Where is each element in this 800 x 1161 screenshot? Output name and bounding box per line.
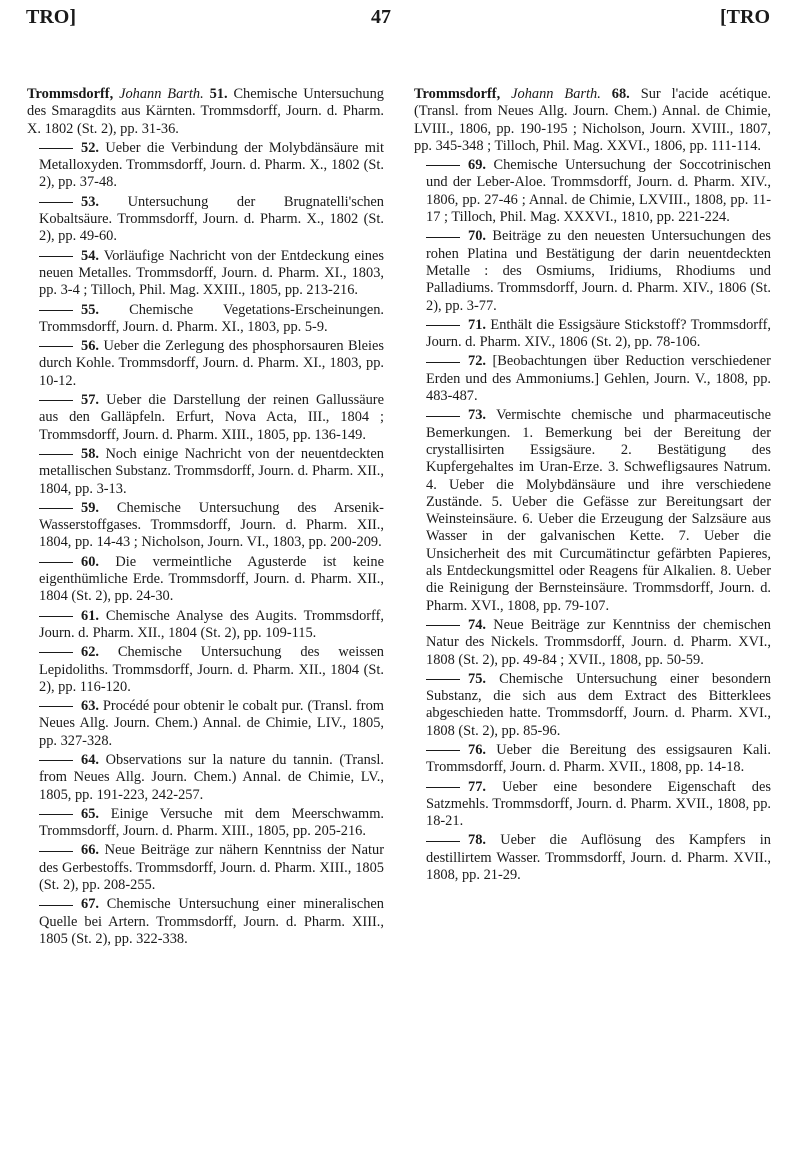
ditto-dash — [426, 625, 460, 626]
entry-number: 59. — [81, 499, 99, 516]
entry-text: Chemische Untersuchung einer besondern Substanz, die sich aus dem Extract des Bitterklees abgeschieden hatte. Trommsdorff, Journ. d. Pharm. XVI., 1808 (St. 2), pp. 85-96. — [426, 670, 771, 739]
ditto-dash — [39, 814, 73, 815]
entry-number: 57. — [81, 392, 99, 409]
ditto-dash — [39, 851, 73, 852]
entry-number: 74. — [468, 616, 486, 633]
bib-entry — [27, 554, 384, 606]
ditto-dash — [39, 652, 73, 653]
bib-entry — [27, 500, 384, 552]
entry-text: Vorläufige Nachricht von der Entdeckung eines neuen Metalles. Trommsdorff, Journ. d. Pharm. XI., 1803, pp. 3-4 ; Tilloch, Phil. Mag. XXIII., 1805, pp. 213-216. — [39, 247, 384, 299]
bib-entry — [27, 248, 384, 300]
entry-number: 76. — [468, 741, 486, 758]
bib-entry — [27, 608, 384, 643]
entry-text: Sur l'acide acétique. (Transl. from Neues Allg. Journ. Chem.) Annal. de Chimie, LVIII., 1806, pp. 190-195 ; Nicholson, Journ. XVIII., 1807, pp. 345-348 ; Tilloch, Phil. Mag. XXVI., 1806, pp. 111-114. — [414, 86, 772, 154]
bib-entry — [414, 86, 771, 155]
entry-number: 64. — [81, 751, 99, 768]
bib-entry — [27, 644, 384, 696]
ditto-dash — [39, 706, 73, 707]
bib-entry — [27, 752, 384, 804]
entry-number: 58. — [81, 445, 99, 462]
entry-number: 61. — [81, 607, 99, 624]
entry-text: Chemische Untersuchung des weissen Lepidoliths. Trommsdorff, Journ. d. Pharm. XII., 1804 (St. 2), pp. 116-120. — [39, 644, 384, 695]
bib-entry — [414, 157, 771, 226]
entry-number: 71. — [468, 316, 486, 333]
right-column — [414, 86, 771, 886]
ditto-dash — [39, 346, 73, 347]
bib-entry — [27, 338, 384, 390]
left-column — [27, 86, 384, 950]
entry-number: 75. — [468, 670, 486, 687]
entry-number: 69. — [468, 157, 486, 174]
entry-text: Neue Beiträge zur Kenntniss der chemischen Natur des Nickels. Trommsdorff, Journ. d. Pharm. XVI., 1808 (St. 2), pp. 49-84 ; XVII., 1808, pp. 50-59. — [426, 616, 771, 668]
entry-number: 60. — [81, 553, 99, 570]
bib-entry — [27, 392, 384, 444]
entry-text: Ueber die Darstellung der reinen Gallussäure aus den Galläpfeln. Erfurt, Nova Acta, III., 1804 ; Trommsdorff, Journ. d. Pharm. XIII., 1805, pp. 136-149. — [39, 392, 384, 443]
author-given-name: Johann Barth. — [511, 86, 601, 102]
bib-entry — [414, 742, 771, 777]
entry-number: 62. — [81, 644, 99, 661]
entry-text: Ueber die Auflösung des Kampfers in destillirtem Wasser. Trommsdorff, Journ. d. Pharm. XVII., 1808, pp. 21-29. — [426, 832, 771, 884]
entry-number: 53. — [81, 193, 99, 210]
entry-text: Chemische Untersuchung der Soccotrinischen und der Leber-Aloe. Trommsdorff, Journ. d. Pharm. XIV., 1806, pp. 27-46 ; Annal. de Chimie, LXVIII., 1808, pp. 11-17 ; Tilloch, Phil. Mag. XXXVI., 1810, pp. 221-224. — [426, 157, 771, 226]
entry-number: 51. — [209, 86, 228, 102]
ditto-dash — [426, 679, 460, 680]
entry-text: Ueber die Zerlegung des phosphorsauren Bleies durch Kohle. Trommsdorff, Journ. d. Pharm. XI., 1803, pp. 10-12. — [39, 338, 384, 389]
bib-entry — [27, 896, 384, 948]
entry-text: Einige Versuche mit dem Meerschwamm. Trommsdorff, Journ. d. Pharm. XIII., 1805, pp. 205-216. — [39, 805, 384, 840]
ditto-dash — [426, 165, 460, 166]
entry-number: 68. — [611, 86, 630, 102]
entry-text: Untersuchung der Brugnatelli'schen Kobaltsäure. Trommsdorff, Journ. d. Pharm. X., 1802 (St. 2), pp. 49-60. — [39, 193, 384, 245]
bib-entry — [414, 407, 771, 615]
author-name: Trommsdorff, — [27, 86, 114, 102]
bib-entry — [414, 779, 771, 831]
entry-text: Ueber die Verbindung der Molybdänsäure mit Metalloxyden. Trommsdorff, Journ. d. Pharm. X., 1802 (St. 2), pp. 37-48. — [39, 139, 384, 191]
ditto-dash — [39, 202, 73, 203]
ditto-dash — [39, 905, 73, 906]
entry-number: 78. — [468, 832, 486, 849]
ditto-dash — [39, 760, 73, 761]
page-number: 47 — [371, 6, 391, 28]
entry-number: 67. — [81, 896, 99, 913]
header-left-guide: TRO] — [26, 6, 76, 28]
bib-entry — [27, 194, 384, 246]
entry-text: Noch einige Nachricht von der neuentdeckten metallischen Substanz. Trommsdorff, Journ. d. Pharm. XII., 1804, pp. 3-13. — [39, 445, 384, 497]
ditto-dash — [426, 750, 460, 751]
bib-entry — [27, 446, 384, 498]
page-header — [26, 6, 774, 36]
bib-entry — [27, 698, 384, 750]
entry-number: 56. — [81, 338, 99, 355]
bib-entry — [414, 617, 771, 669]
entry-number: 55. — [81, 301, 99, 318]
bib-entry — [414, 317, 771, 352]
bib-entry — [27, 842, 384, 894]
entry-number: 73. — [468, 407, 486, 424]
entry-text: Chemische Untersuchung des Smaragdits aus Kärnten. Trommsdorff, Journ. d. Pharm. X. 1802 (St. 2), pp. 31-36. — [27, 86, 384, 137]
ditto-dash — [426, 787, 460, 788]
ditto-dash — [39, 310, 73, 311]
bib-entry — [414, 228, 771, 314]
ditto-dash — [39, 562, 73, 563]
entry-number: 70. — [468, 228, 486, 245]
author-name: Trommsdorff, — [414, 86, 501, 102]
entry-number: 77. — [468, 778, 486, 795]
entry-text: [Beobachtungen über Reduction verschiedener Erden und des Ammoniums.] Gehlen, Journ. V., 1808, pp. 483-487. — [426, 353, 771, 405]
ditto-dash — [39, 148, 73, 149]
entry-text: Chemische Vegetations-Erscheinungen. Trommsdorff, Journ. d. Pharm. XI., 1803, pp. 5-9. — [39, 301, 384, 335]
entry-number: 63. — [81, 698, 99, 715]
bib-entry — [414, 832, 771, 884]
entry-text: Observations sur la nature du tannin. (Transl. from Neues Allg. Journ. Chem.) Annal. de Chimie, LV., 1805, pp. 191-223, 242-257. — [39, 751, 384, 803]
entry-number: 72. — [468, 353, 486, 370]
bib-entry — [27, 86, 384, 138]
entry-text: Vermischte chemische und pharmaceutische Bemerkungen. 1. Bemerkung bei der Bereitung der crystallisirten Essigsäure. 2. Bestätigung des Kupfergehaltes im Uran-Erze. 3. Schwefligsaures Natrum. 4. Ueber die Molybdänsäure und ihre verschiedene Zustände. 5. Ueber die Gefässe zur Bereitungsart der Weinsteinsäure. 6. Ueber die Erzeugung der Salzsäure aus Wasser in der galvanischen Kette. 7. Ueber die Unsicherheit des mit Curcumätinctur gefärbten Papieres, als Entdeckungsmittel oder Reagens für Alkalien. 8. Ueber die Reinigung der Bernsteinsäure. Trommsdorff, Journ. d. Pharm. XVI., 1808, pp. 79-107. — [426, 407, 771, 614]
ditto-dash — [426, 416, 460, 417]
entry-number: 52. — [81, 139, 99, 156]
ditto-dash — [426, 841, 460, 842]
entry-text: Enthält die Essigsäure Stickstoff? Trommsdorff, Journ. d. Pharm. XIV., 1806 (St. 2), pp. 78-106. — [426, 316, 771, 351]
author-given-name: Johann Barth. — [119, 86, 204, 102]
entry-text: Beiträge zu den neuesten Untersuchungen des rohen Platina und Bestätigung der darin neuentdeckten Metalle : des Osmiums, Iridiums, Rhodiums und Palladiums. Trommsdorff, Journ. d. Pharm. XIV., 1806 (St. 2), pp. 3-77. — [426, 228, 771, 314]
entry-number: 65. — [81, 805, 99, 822]
bib-entry — [27, 302, 384, 337]
entry-text: Chemische Analyse des Augits. Trommsdorff, Journ. d. Pharm. XII., 1804 (St. 2), pp. 109-115. — [39, 607, 384, 641]
entry-text: Procédé pour obtenir le cobalt pur. (Transl. from Neues Allg. Journ. Chem.) Annal. de Chimie, LIV., 1805, pp. 327-328. — [39, 698, 384, 749]
entry-number: 54. — [81, 247, 99, 264]
ditto-dash — [426, 362, 460, 363]
entry-number: 66. — [81, 842, 99, 859]
ditto-dash — [39, 256, 73, 257]
bib-entry — [414, 353, 771, 405]
ditto-dash — [39, 508, 73, 509]
entry-text: Ueber eine besondere Eigenschaft des Satzmehls. Trommsdorff, Journ. d. Pharm. XVII., 1808, pp. 18-21. — [426, 778, 771, 830]
header-right-guide: [TRO — [720, 6, 770, 28]
entry-text: Chemische Untersuchung einer mineralischen Quelle bei Artern. Trommsdorff, Journ. d. Pharm. XIII., 1805 (St. 2), pp. 322-338. — [39, 896, 384, 947]
entry-text: Neue Beiträge zur nähern Kenntniss der Natur des Gerbestoffs. Trommsdorff, Journ. d. Pharm. XIII., 1805 (St. 2), pp. 208-255. — [39, 842, 384, 894]
ditto-dash — [39, 454, 73, 455]
entry-text: Ueber die Bereitung des essigsauren Kali. Trommsdorff, Journ. d. Pharm. XVII., 1808, pp. 14-18. — [426, 741, 771, 776]
entry-text: Die vermeintliche Agusterde ist keine eigenthümliche Erde. Trommsdorff, Journ. d. Pharm. XII., 1804 (St. 2), pp. 24-30. — [39, 553, 384, 605]
bib-entry — [414, 671, 771, 740]
ditto-dash — [426, 325, 460, 326]
ditto-dash — [39, 616, 73, 617]
bib-entry — [27, 806, 384, 841]
ditto-dash — [426, 237, 460, 238]
bib-entry — [27, 140, 384, 192]
ditto-dash — [39, 400, 73, 401]
entry-text: Chemische Untersuchung des Arsenik-Wasserstoffgases. Trommsdorff, Journ. d. Pharm. XII., 1804, pp. 14-43 ; Nicholson, Journ. VI., 1803, pp. 200-209. — [39, 499, 384, 551]
